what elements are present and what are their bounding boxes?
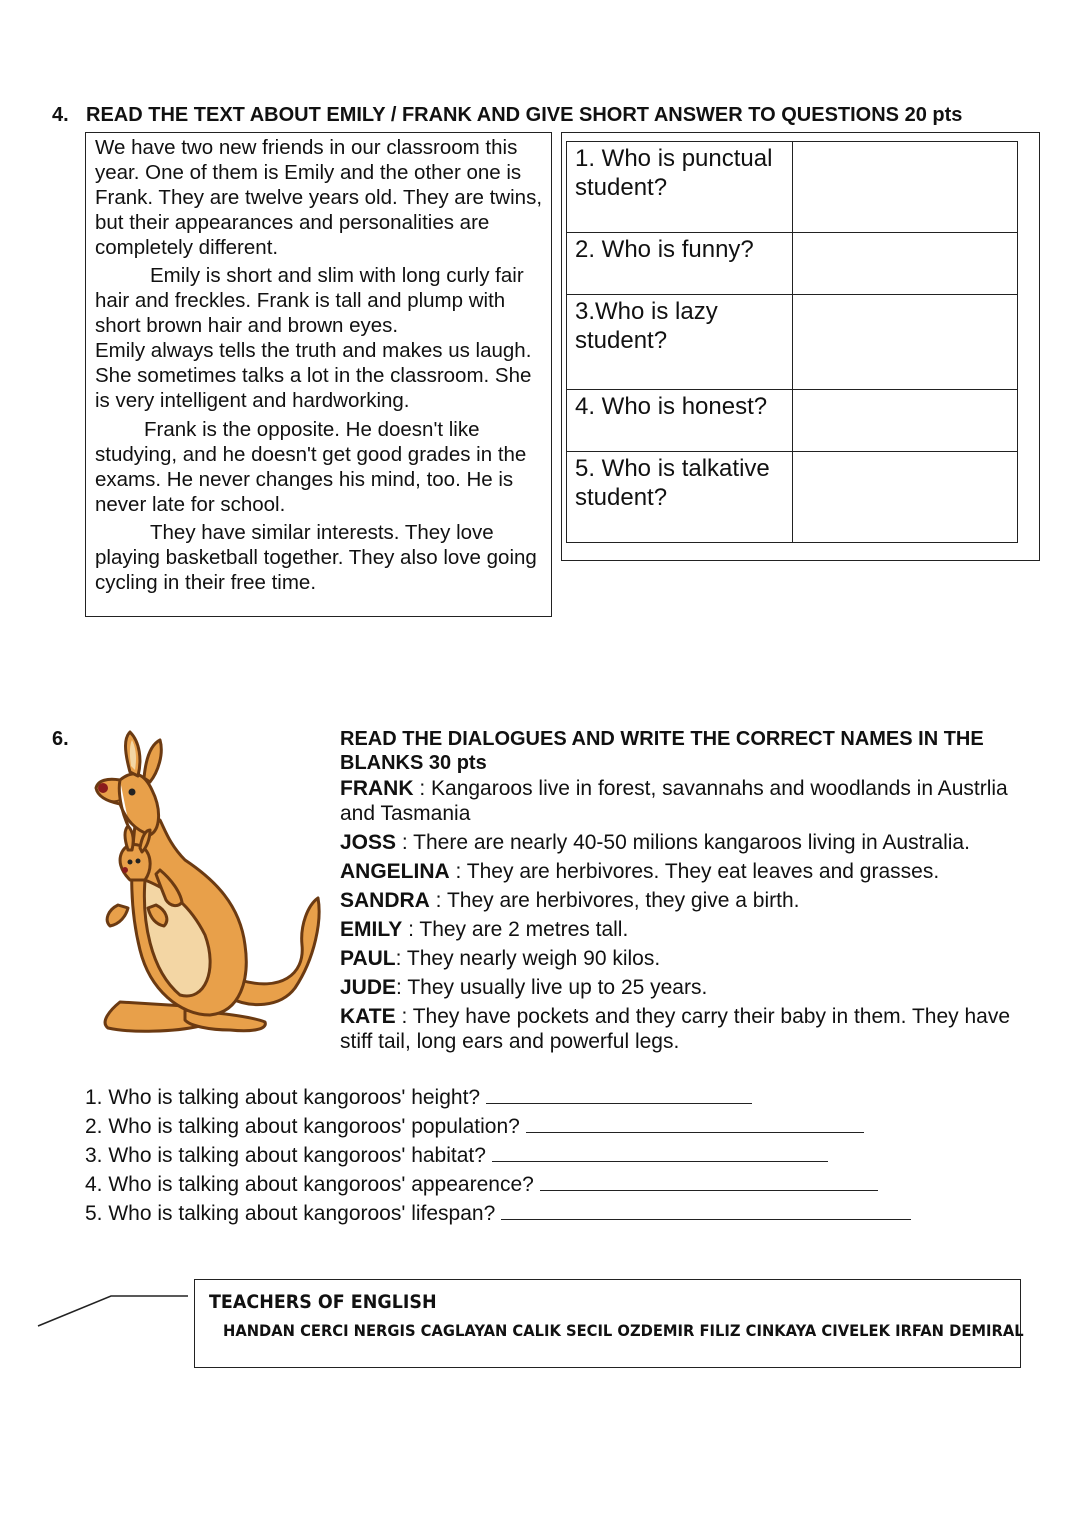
- dialogue-text: They usually live up to 25 years.: [407, 976, 708, 999]
- story-paragraph-1: We have two new friends in our classroom this year. One of them is Emily and the other one is Frank. They are twelve years old. They are twins, but their appearances and personalities are completely different.: [95, 136, 543, 259]
- story-paragraph-5: They have similar interests. They love playing basketball together. They also love going cycling in their free time.: [95, 521, 537, 594]
- dialogue-text: They have pockets and they carry their baby in them. They have stiff tail, long ears and powerful legs.: [340, 1005, 1011, 1053]
- speaker-separator: :: [396, 976, 408, 999]
- list-item: [85, 1199, 911, 1228]
- list-item: [85, 1112, 911, 1141]
- story-paragraph-2: Emily is short and slim with long curly fair hair and freckles. Frank is tall and plump with short brown hair and brown eyes.: [95, 264, 524, 337]
- question-text: 1. Who is talking about kangoroos' height?: [85, 1086, 481, 1109]
- speaker-name: JUDE: [340, 976, 397, 999]
- dialogue-line: [340, 946, 1020, 971]
- list-item: [85, 1170, 911, 1199]
- table-row: [567, 452, 1018, 543]
- speaker-separator: :: [402, 918, 420, 941]
- dialogue-line: [340, 917, 1020, 942]
- question-text: 3. Who is talking about kangoroos' habitat?: [85, 1144, 486, 1167]
- speaker-name: KATE: [340, 1005, 396, 1028]
- kangaroo-illustration: [90, 730, 322, 1040]
- dialogue-line: [340, 859, 1020, 884]
- dialogue-text: They are 2 metres tall.: [419, 918, 629, 941]
- section-6-number: 6.: [52, 728, 69, 750]
- question-cell: 2. Who is funny?: [567, 233, 793, 295]
- speaker-name: EMILY: [340, 918, 403, 941]
- footer-teacher-names: HANDAN CERCI NERGIS CAGLAYAN CALIK SECIL OZDEMIR FILIZ CINKAYA CIVELEK IRFAN DEMIRAL: [223, 1321, 1024, 1340]
- question-text: 5. Who is talking about kangoroos' lifespan?: [85, 1202, 496, 1225]
- speaker-separator: :: [396, 831, 414, 854]
- question-text: 2. Who is talking about kangoroos' population?: [85, 1115, 520, 1138]
- speaker-separator: :: [449, 860, 467, 883]
- table-row: [567, 295, 1018, 390]
- dialogue-list: [340, 776, 1020, 1058]
- section-4-heading: READ THE TEXT ABOUT EMILY / FRANK AND GIVE SHORT ANSWER TO QUESTIONS 20 pts: [86, 104, 963, 126]
- table-row: [567, 390, 1018, 452]
- answer-blank[interactable]: [486, 1085, 752, 1104]
- section-4-number: 4.: [52, 104, 69, 126]
- question-cell: 5. Who is talkative student?: [567, 452, 793, 543]
- story-paragraph-3: Emily always tells the truth and makes us laugh. She sometimes talks a lot in the classroom. She is very intelligent and hardworking.: [95, 339, 532, 412]
- answer-blank[interactable]: [492, 1143, 828, 1162]
- answer-blank[interactable]: [540, 1172, 878, 1191]
- section-6-heading: READ THE DIALOGUES AND WRITE THE CORRECT NAMES IN THE BLANKS 30 pts: [340, 728, 984, 774]
- dialogue-line: [340, 888, 1020, 913]
- speaker-name: SANDRA: [340, 889, 430, 912]
- footer-title: TEACHERS OF ENGLISH: [209, 1291, 437, 1313]
- answer-cell[interactable]: [792, 295, 1017, 390]
- answer-blank[interactable]: [501, 1201, 911, 1220]
- question-cell: 4. Who is honest?: [567, 390, 793, 452]
- dialogue-text: They are herbivores. They eat leaves and grasses.: [466, 860, 940, 883]
- footer-signature-line: [35, 1290, 190, 1330]
- answer-cell[interactable]: [792, 390, 1017, 452]
- table-row: [567, 142, 1018, 233]
- dialogue-line: [340, 1004, 1020, 1054]
- story-paragraph-4: Frank is the opposite. He doesn't like studying, and he doesn't get good grades in the exams. He never changes his mind, too. He is never late for school.: [95, 418, 527, 516]
- answer-cell[interactable]: [792, 452, 1017, 543]
- list-item: [85, 1141, 911, 1170]
- table-row: [567, 233, 1018, 295]
- name-questions-list: [85, 1083, 911, 1228]
- dialogue-text: They are herbivores, they give a birth.: [446, 889, 800, 912]
- dialogue-line: [340, 975, 1020, 1000]
- speaker-separator: :: [429, 889, 447, 912]
- dialogue-text: There are nearly 40-50 milions kangaroos living in Australia.: [413, 831, 970, 854]
- speaker-separator: :: [413, 777, 432, 800]
- question-cell: 3.Who is lazy student?: [567, 295, 793, 390]
- dialogue-text: They nearly weigh 90 kilos.: [406, 947, 661, 970]
- speaker-name: JOSS: [340, 831, 397, 854]
- answer-blank[interactable]: [526, 1114, 864, 1133]
- dialogue-line: [340, 830, 1020, 855]
- question-cell: 1. Who is punctual student?: [567, 142, 793, 233]
- list-item: [85, 1083, 911, 1112]
- answer-cell[interactable]: [792, 142, 1017, 233]
- speaker-name: ANGELINA: [340, 860, 450, 883]
- question-text: 4. Who is talking about kangoroos' appearence?: [85, 1173, 534, 1196]
- questions-table: [566, 141, 1018, 543]
- dialogue-line: [340, 776, 1020, 826]
- speaker-name: FRANK: [340, 777, 414, 800]
- dialogue-text: Kangaroos live in forest, savannahs and woodlands in Austrlia and Tasmania: [340, 777, 1008, 825]
- speaker-separator: :: [395, 947, 407, 970]
- story-text-box: [85, 132, 552, 617]
- speaker-name: PAUL: [340, 947, 396, 970]
- answer-cell[interactable]: [792, 233, 1017, 295]
- speaker-separator: :: [395, 1005, 413, 1028]
